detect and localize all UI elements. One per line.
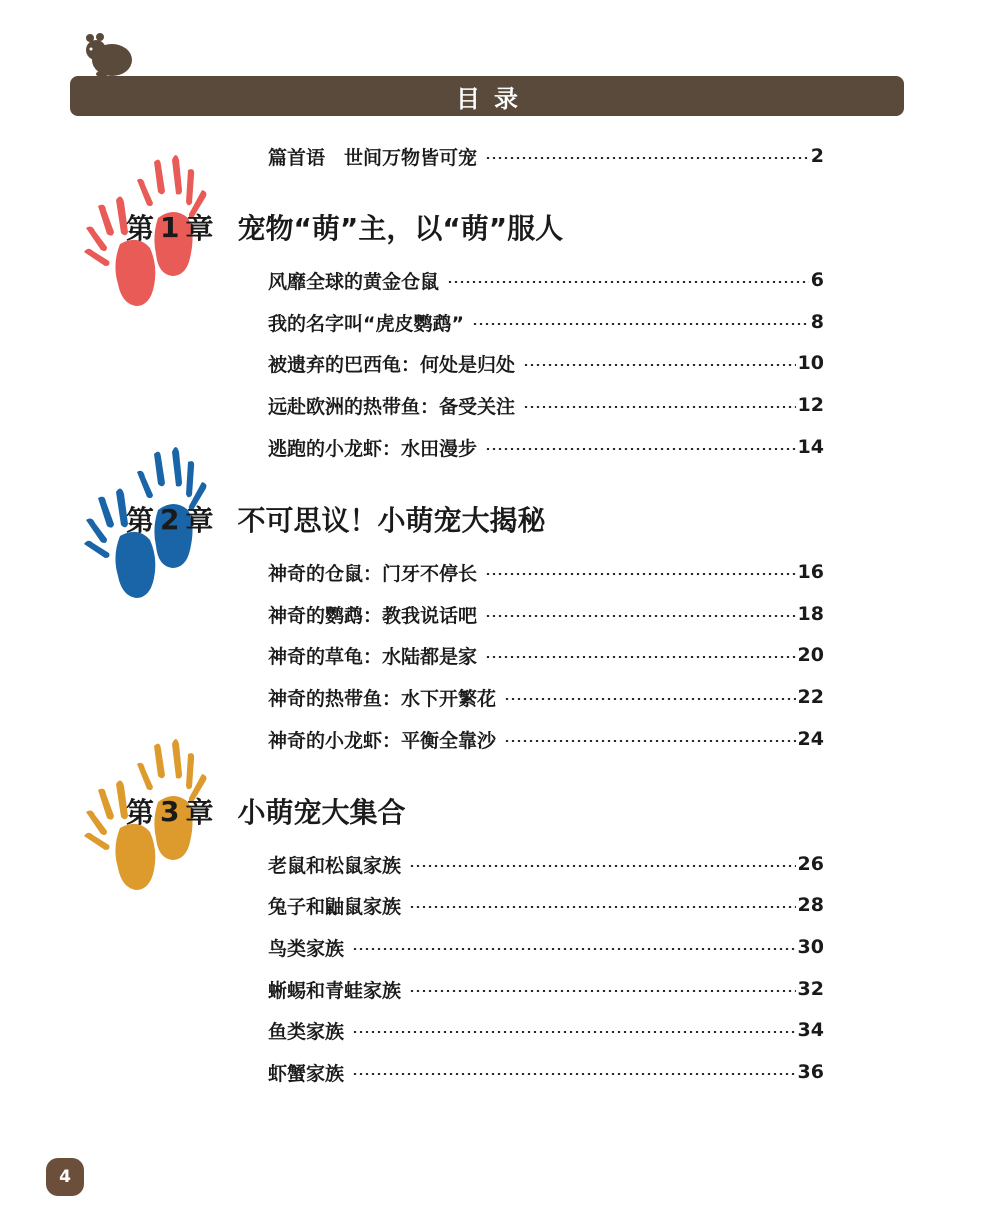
toc-entry-page: 14 xyxy=(797,436,824,458)
dot-leader xyxy=(504,740,796,742)
dot-leader xyxy=(504,698,796,700)
toc-entry-title: 逃跑的小龙虾：水田漫步 xyxy=(268,437,478,460)
toc-entry-title: 神奇的热带鱼：水下开繁花 xyxy=(268,687,497,710)
toc-entry-title: 神奇的小龙虾：平衡全靠沙 xyxy=(268,729,497,752)
toc-entry[interactable] xyxy=(268,1015,824,1045)
chapter-suffix: 章 xyxy=(185,212,214,245)
dot-leader xyxy=(523,406,796,408)
dot-leader xyxy=(447,281,809,283)
toc-entry-title: 我的名字叫“虎皮鹦鹉” xyxy=(268,312,464,335)
toc-entry-page: 32 xyxy=(797,978,824,1000)
toc-entry[interactable] xyxy=(268,599,824,629)
toc-entry[interactable] xyxy=(268,682,824,712)
toc-header-bar xyxy=(70,76,904,116)
page-title: 目录 xyxy=(456,84,532,113)
toc-entry-title: 被遗弃的巴西龟：何处是归处 xyxy=(268,353,516,376)
toc-entry-title: 神奇的鹦鹉：教我说话吧 xyxy=(268,604,478,627)
preface-entry[interactable] xyxy=(268,141,824,171)
chapter-2-heading[interactable] xyxy=(126,498,546,540)
toc-entry[interactable] xyxy=(268,265,824,295)
chapter-3-heading[interactable] xyxy=(126,790,406,832)
dot-leader xyxy=(409,865,796,867)
dot-leader xyxy=(485,448,796,450)
toc-entry[interactable] xyxy=(268,640,824,670)
toc-entry-title: 鸟类家族 xyxy=(268,937,345,960)
dot-leader xyxy=(352,948,796,950)
dot-leader xyxy=(485,656,796,658)
toc-entry-page: 8 xyxy=(810,311,824,333)
toc-entry-page: 34 xyxy=(797,1019,824,1041)
toc-entry[interactable] xyxy=(268,1057,824,1087)
toc-entry-title: 神奇的仓鼠：门牙不停长 xyxy=(268,562,478,585)
toc-entry-page: 2 xyxy=(810,145,824,167)
toc-entry-title: 蜥蜴和青蛙家族 xyxy=(268,979,402,1002)
dot-leader xyxy=(472,323,809,325)
dot-leader xyxy=(352,1031,796,1033)
toc-entry[interactable] xyxy=(268,974,824,1004)
chapter-number: 3 xyxy=(160,794,180,828)
toc-entry[interactable] xyxy=(268,390,824,420)
chapter-suffix: 章 xyxy=(185,504,214,537)
toc-entry-title: 风靡全球的黄金仓鼠 xyxy=(268,270,440,293)
chapter-title: 不可思议！小萌宠大揭秘 xyxy=(237,504,546,537)
chapter-prefix: 第 xyxy=(126,504,155,537)
dot-leader xyxy=(485,157,809,159)
toc-entry-page: 36 xyxy=(797,1061,824,1083)
page-number: 4 xyxy=(59,1167,71,1187)
chapter-prefix: 第 xyxy=(126,796,155,829)
toc-entry-page: 20 xyxy=(797,644,824,666)
chapter-number: 1 xyxy=(160,210,180,244)
toc-entry[interactable] xyxy=(268,557,824,587)
hamster-icon xyxy=(82,30,136,78)
dot-leader xyxy=(352,1073,796,1075)
toc-entry-page: 6 xyxy=(810,269,824,291)
toc-entry-title: 鱼类家族 xyxy=(268,1020,345,1043)
toc-entry[interactable] xyxy=(268,724,824,754)
toc-entry-title: 神奇的草龟：水陆都是家 xyxy=(268,645,478,668)
dot-leader xyxy=(409,906,796,908)
toc-entry-page: 22 xyxy=(797,686,824,708)
toc-entry[interactable] xyxy=(268,307,824,337)
toc-entry[interactable] xyxy=(268,932,824,962)
chapter-title: 小萌宠大集合 xyxy=(237,796,406,829)
chapter-prefix: 第 xyxy=(126,212,155,245)
toc-entry[interactable] xyxy=(268,432,824,462)
dot-leader xyxy=(409,990,796,992)
toc-entry-title: 远赴欧洲的热带鱼：备受关注 xyxy=(268,395,516,418)
toc-entry-page: 28 xyxy=(797,894,824,916)
chapter-1-heading[interactable] xyxy=(126,206,563,248)
page-number-badge xyxy=(46,1158,84,1196)
toc-entry-page: 18 xyxy=(797,603,824,625)
toc-entry-title: 虾蟹家族 xyxy=(268,1062,345,1085)
toc-entry-page: 10 xyxy=(797,352,824,374)
chapter-suffix: 章 xyxy=(185,796,214,829)
dot-leader xyxy=(485,615,796,617)
toc-entry-title: 兔子和鼬鼠家族 xyxy=(268,895,402,918)
toc-entry-page: 30 xyxy=(797,936,824,958)
toc-entry-page: 26 xyxy=(797,853,824,875)
toc-entry[interactable] xyxy=(268,348,824,378)
toc-entry[interactable] xyxy=(268,849,824,879)
toc-entry-title: 老鼠和松鼠家族 xyxy=(268,854,402,877)
toc-entry-title: 篇首语 世间万物皆可宠 xyxy=(268,146,478,169)
dot-leader xyxy=(523,364,796,366)
toc-entry-page: 16 xyxy=(797,561,824,583)
chapter-title: 宠物“萌”主，以“萌”服人 xyxy=(237,212,564,245)
dot-leader xyxy=(485,573,796,575)
toc-entry[interactable] xyxy=(268,890,824,920)
toc-entry-page: 12 xyxy=(797,394,824,416)
toc-entry-page: 24 xyxy=(797,728,824,750)
chapter-number: 2 xyxy=(160,502,180,536)
